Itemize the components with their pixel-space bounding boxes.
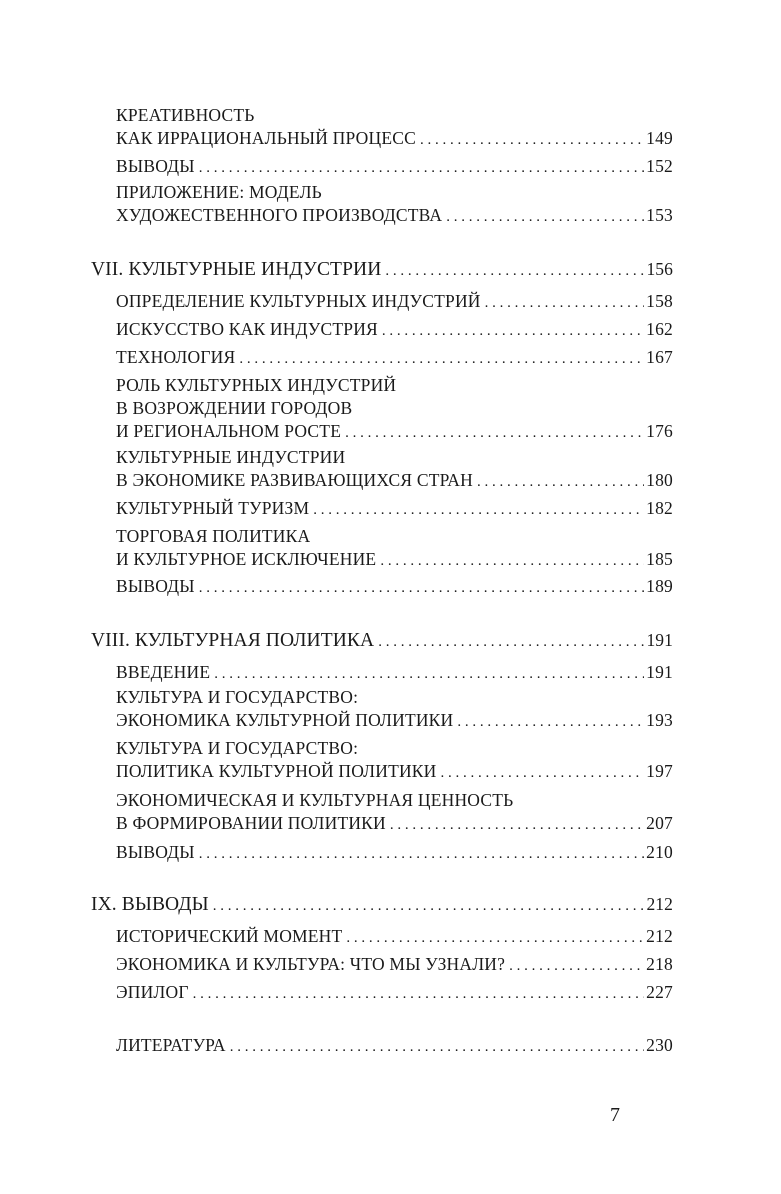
toc-page-number: 212 (646, 894, 673, 914)
toc-row (116, 981, 673, 1006)
toc-row (116, 127, 673, 152)
toc-row (116, 346, 673, 371)
dot-leader (457, 711, 644, 734)
toc-title-line: В ЭКОНОМИКЕ РАЗВИВАЮЩИХСЯ СТРАН (116, 470, 473, 490)
toc-title-line: КУЛЬТУРА И ГОСУДАРСТВО: (116, 687, 359, 707)
dot-leader (378, 631, 644, 654)
toc-section (116, 1034, 673, 1059)
toc-title-line: КРЕАТИВНОСТЬ (116, 105, 255, 125)
toc-row (116, 760, 673, 785)
toc-title-line: ХУДОЖЕСТВЕННОГО ПРОИЗВОДСТВА (116, 205, 443, 225)
toc-title-line: ПРИЛОЖЕНИЕ: МОДЕЛЬ (116, 182, 322, 202)
toc-section (116, 686, 673, 734)
toc-section (116, 661, 673, 686)
toc-title-line: ПОЛИТИКА КУЛЬТУРНОЙ ПОЛИТИКИ (116, 761, 437, 781)
toc-section (116, 497, 673, 522)
toc-section (116, 841, 673, 866)
toc-row (116, 661, 673, 686)
toc-chapter (91, 258, 673, 283)
toc-page-number: 180 (646, 470, 673, 490)
toc-page-number: 167 (646, 347, 673, 367)
toc-section (116, 346, 673, 371)
toc-page-number: 212 (646, 926, 673, 946)
toc-section (116, 981, 673, 1006)
toc-row (91, 258, 673, 283)
toc-section (116, 446, 673, 494)
toc-page-number: 149 (646, 128, 673, 148)
toc-title-line: ИСКУССТВО КАК ИНДУСТРИЯ (116, 319, 378, 339)
toc-page-number: 193 (646, 710, 673, 730)
toc-page-number: 153 (646, 205, 673, 225)
toc-section (116, 525, 673, 573)
toc-title-line: КУЛЬТУРА И ГОСУДАРСТВО: (116, 738, 359, 758)
toc-row (116, 204, 673, 229)
toc-row (91, 629, 673, 654)
toc-row (116, 290, 673, 315)
toc-section (116, 104, 673, 152)
page-number: 7 (610, 1104, 620, 1126)
dot-leader (446, 206, 644, 229)
toc-section (116, 318, 673, 343)
toc-section (116, 374, 673, 445)
toc-title-line: VIII. КУЛЬТУРНАЯ ПОЛИТИКА (91, 630, 375, 651)
toc-page-number: 152 (646, 156, 673, 176)
dot-leader (477, 471, 644, 494)
toc-title-line: ЭКОНОМИКА КУЛЬТУРНОЙ ПОЛИТИКИ (116, 710, 454, 730)
toc-page-number: 207 (646, 813, 673, 833)
toc-title-line: VII. КУЛЬТУРНЫЕ ИНДУСТРИИ (91, 259, 382, 280)
toc-page-number: 182 (646, 498, 673, 518)
toc-title-line: КАК ИРРАЦИОНАЛЬНЫЙ ПРОЦЕСС (116, 128, 416, 148)
dot-leader (345, 422, 644, 445)
toc-page-number: 191 (646, 662, 673, 682)
toc-row (116, 575, 673, 600)
toc-section (116, 737, 673, 785)
dot-leader (380, 550, 644, 573)
toc-section (116, 575, 673, 600)
toc-page-number: 189 (646, 576, 673, 596)
toc-page-number: 156 (646, 259, 673, 279)
toc-section (116, 953, 673, 978)
toc-page-number: 218 (646, 954, 673, 974)
toc-row (116, 925, 673, 950)
dot-leader (385, 260, 644, 283)
dot-leader (485, 292, 644, 315)
dot-leader (509, 955, 644, 978)
toc-title-line: IX. ВЫВОДЫ (91, 894, 209, 915)
toc-row (116, 841, 673, 866)
toc-title-line: ЛИТЕРАТУРА (116, 1035, 226, 1055)
toc-title-line: ЭКОНОМИЧЕСКАЯ И КУЛЬТУРНАЯ ЦЕННОСТЬ (116, 790, 514, 810)
toc-section (116, 290, 673, 315)
toc-page-number: 210 (646, 842, 673, 862)
toc-title-line: ТОРГОВАЯ ПОЛИТИКА (116, 526, 311, 546)
toc-page-number: 158 (646, 291, 673, 311)
toc-page-number: 176 (646, 421, 673, 441)
dot-leader (239, 348, 644, 371)
toc-row (116, 318, 673, 343)
toc-row (116, 1034, 673, 1059)
toc-row (116, 548, 673, 573)
toc-page-number: 227 (646, 982, 673, 1002)
toc-title-line: КУЛЬТУРНЫЕ ИНДУСТРИИ (116, 447, 346, 467)
toc-title-line: И КУЛЬТУРНОЕ ИСКЛЮЧЕНИЕ (116, 549, 377, 569)
toc-page-number: 162 (646, 319, 673, 339)
dot-leader (199, 843, 644, 866)
toc-row (116, 709, 673, 734)
toc-page-number: 191 (646, 630, 673, 650)
toc-chapter (91, 893, 673, 918)
dot-leader (382, 320, 644, 343)
dot-leader (346, 927, 644, 950)
toc-title-line: В ФОРМИРОВАНИИ ПОЛИТИКИ (116, 813, 386, 833)
toc-title-line: И РЕГИОНАЛЬНОМ РОСТЕ (116, 421, 342, 441)
dot-leader (230, 1036, 644, 1059)
toc-title-line: ЭПИЛОГ (116, 982, 189, 1002)
toc-title-line: ВЫВОДЫ (116, 576, 195, 596)
toc-title-line: ИСТОРИЧЕСКИЙ МОМЕНТ (116, 926, 343, 946)
toc-section (116, 181, 673, 229)
toc-row (116, 953, 673, 978)
dot-leader (313, 499, 644, 522)
dot-leader (214, 663, 644, 686)
dot-leader (193, 983, 644, 1006)
toc-section (116, 155, 673, 180)
dot-leader (390, 814, 644, 837)
toc-title-line: ЭКОНОМИКА И КУЛЬТУРА: ЧТО МЫ УЗНАЛИ? (116, 954, 506, 974)
toc-row (116, 497, 673, 522)
toc-section (116, 789, 673, 837)
toc-row (91, 893, 673, 918)
dot-leader (199, 577, 644, 600)
toc-page-number: 230 (646, 1035, 673, 1055)
toc-title-line: РОЛЬ КУЛЬТУРНЫХ ИНДУСТРИЙ (116, 375, 397, 395)
toc-section (116, 925, 673, 950)
toc-row (116, 155, 673, 180)
dot-leader (213, 895, 645, 918)
toc-title-line: ВЫВОДЫ (116, 842, 195, 862)
toc-row (116, 812, 673, 837)
toc-row (116, 469, 673, 494)
toc-page-number: 197 (646, 761, 673, 781)
dot-leader (199, 157, 644, 180)
toc-title-line: КУЛЬТУРНЫЙ ТУРИЗМ (116, 498, 310, 518)
dot-leader (441, 762, 645, 785)
toc-title-line: ВВЕДЕНИЕ (116, 662, 211, 682)
toc-row (116, 420, 673, 445)
toc-page-number: 185 (646, 549, 673, 569)
toc-title-line: В ВОЗРОЖДЕНИИ ГОРОДОВ (116, 398, 353, 418)
toc-title-line: ТЕХНОЛОГИЯ (116, 347, 236, 367)
dot-leader (420, 129, 644, 152)
toc-chapter (91, 629, 673, 654)
toc-title-line: ОПРЕДЕЛЕНИЕ КУЛЬТУРНЫХ ИНДУСТРИЙ (116, 291, 481, 311)
toc-title-line: ВЫВОДЫ (116, 156, 195, 176)
